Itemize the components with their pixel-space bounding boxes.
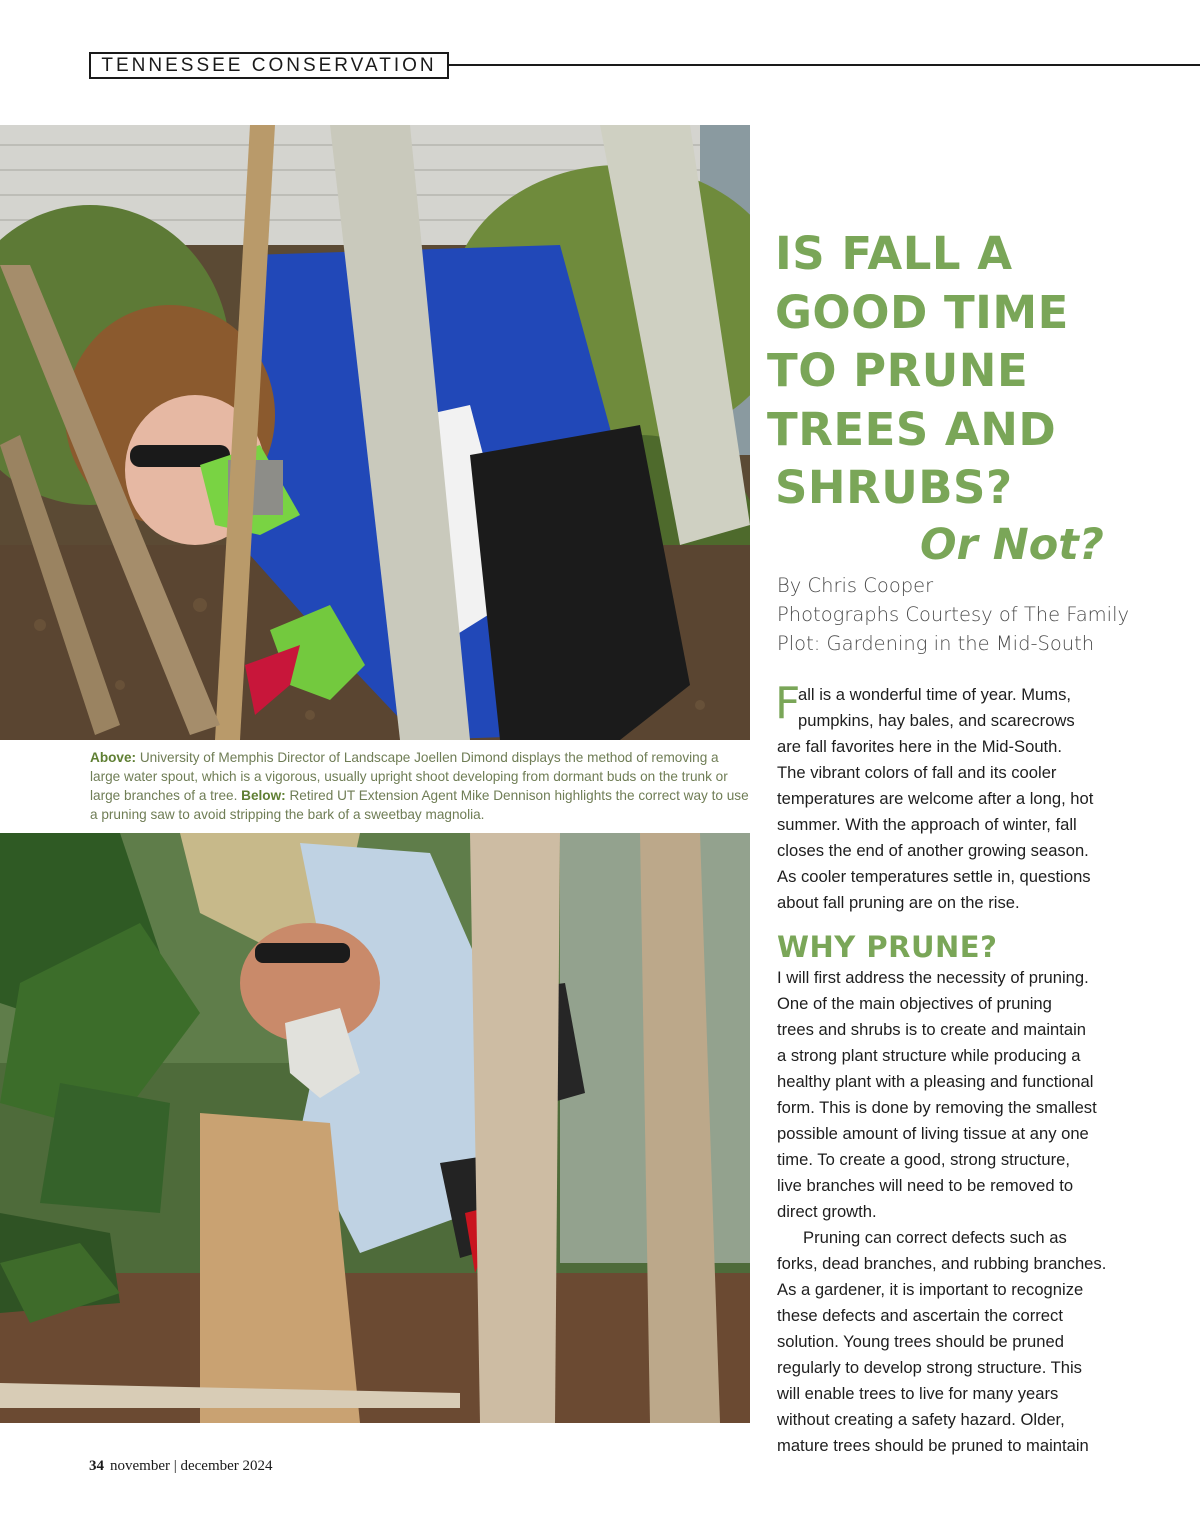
caption-below-text: Retired UT Extension Agent Mike Dennison highlights the correct way to use a pruning saw to avoid stripping the bark of a sweetbay magnolia. [90,788,749,822]
photo-pruning-water-spout [0,125,750,740]
byline-line: Photographs Courtesy of The Family [777,603,1130,626]
headline-line: TO PRUNE [767,344,1029,397]
body-line: pumpkins, hay bales, and scarecrows [798,711,1075,730]
article-subheadline: Or Not? [920,520,1104,570]
section-heading: WHY PRUNE? [777,930,998,964]
intro-paragraph [775,678,1149,916]
body-line: temperatures are welcome after a long, hot [777,789,1094,808]
photo-pruning-saw [0,833,750,1423]
issue-date: november | december 2024 [110,1458,273,1474]
photo-caption [90,748,750,824]
page-footer [89,1458,273,1475]
body-line: trees and shrubs is to create and maintain [777,1020,1087,1039]
body-line: Pruning can correct defects such as [803,1228,1067,1247]
byline-line: Plot: Gardening in the Mid-South [777,632,1095,655]
headline-line: GOOD TIME [775,285,1069,339]
section-body [777,965,1149,1459]
body-line: about fall pruning are on the rise. [777,893,1020,912]
body-line: mature trees should be pruned to maintain [777,1436,1089,1455]
body-line: are fall favorites here in the Mid-South. [777,737,1063,756]
body-line: As a gardener, it is important to recognize [777,1280,1084,1299]
masthead-rule [449,64,1200,66]
body-line: As cooler temperatures settle in, questions [777,867,1091,886]
body-line: direct growth. [777,1202,877,1221]
caption-above-label: Above: [90,750,137,765]
body-line: forks, dead branches, and rubbing branches. [777,1254,1107,1273]
headline-line: IS FALL A [775,227,1013,280]
byline [777,571,1187,658]
byline-line: By Chris Cooper [777,574,934,597]
body-line: will enable trees to live for many years [777,1384,1059,1403]
body-line: without creating a safety hazard. Older, [777,1410,1065,1429]
body-line: The vibrant colors of fall and its cooler [777,763,1057,782]
body-line: these defects and ascertain the correct [777,1306,1063,1325]
masthead: TENNESSEE CONSERVATION [89,52,449,79]
body-line: summer. With the approach of winter, fall [777,815,1077,834]
body-line: healthy plant with a pleasing and functional [777,1072,1094,1091]
body-line: time. To create a good, strong structure, [777,1150,1070,1169]
headline-line: SHRUBS? [775,461,1013,514]
body-line: regularly to develop strong structure. This [777,1358,1082,1377]
body-line: all is a wonderful time of year. Mums, [798,685,1071,704]
body-line: a strong plant structure while producing a [777,1046,1081,1065]
body-line: live branches will need to be removed to [777,1176,1074,1195]
page-number: 34 [89,1458,104,1474]
body-line: possible amount of living tissue at any one [777,1124,1089,1143]
body-line: One of the main objectives of pruning [777,994,1052,1013]
body-line: I will first address the necessity of pruning. [777,968,1089,987]
caption-below-label: Below: [241,788,286,803]
body-line: solution. Young trees should be pruned [777,1332,1064,1351]
body-line: closes the end of another growing season. [777,841,1089,860]
headline-line: TREES AND [767,402,1057,456]
body-line: form. This is done by removing the smallest [777,1098,1097,1117]
drop-cap: F [775,678,801,729]
caption-above-text: University of Memphis Director of Landscape Joellen Dimond displays the method of removing a large water spout, which is a vigorous, usually upright shoot developing from dormant buds on the trunk or large branches of a tree. [90,750,728,803]
article-headline [767,225,1185,518]
